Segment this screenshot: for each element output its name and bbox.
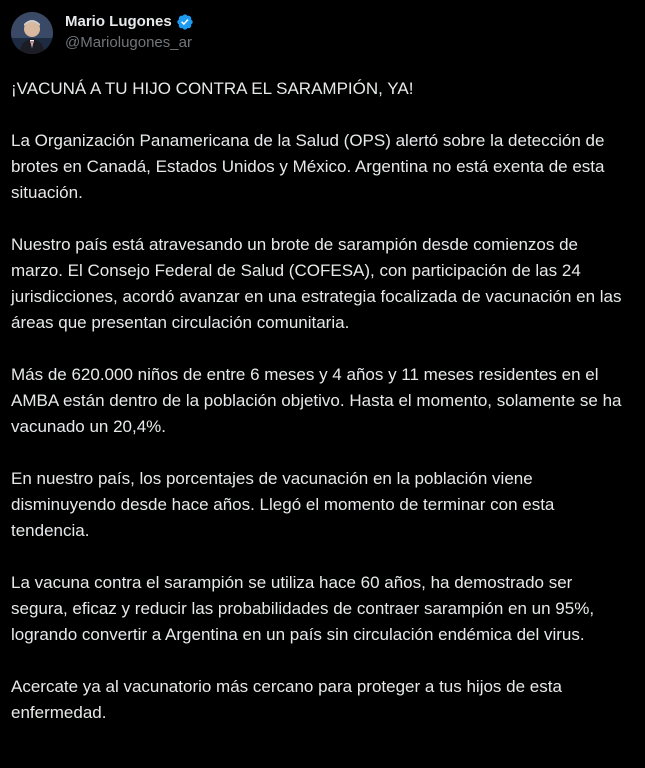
avatar[interactable] [11,12,53,54]
post-body [11,76,629,726]
post-paragraph: La Organización Panamericana de la Salud (OPS) alertó sobre la detección de brotes en Canadá, Estados Unidos y México. Argentina no está exenta de esta situación. [11,131,605,202]
author-handle[interactable]: @Mariolugones_ar [65,34,192,51]
author-name[interactable]: Mario Lugones [65,13,172,30]
post-paragraph: Más de 620.000 niños de entre 6 meses y 4 años y 11 meses residentes en el AMBA están dentro de la población objetivo. Hasta el momento, solamente se ha vacunado un 20,4%. [11,365,622,436]
person-avatar-icon [11,12,53,54]
post-paragraph: En nuestro país, los porcentajes de vacunación en la población viene disminuyendo desde hace años. Llegó el momento de terminar con esta tendencia. [11,469,555,540]
post-paragraph: Acercate ya al vacunatorio más cercano para proteger a tus hijos de esta enfermedad. [11,677,562,722]
post-paragraph: ¡VACUNÁ A TU HIJO CONTRA EL SARAMPIÓN, YA! [11,79,414,98]
post-paragraph: La vacuna contra el sarampión se utiliza hace 60 años, ha demostrado ser segura, eficaz y reducir las probabilidades de contraer sarampión en un 95%, logrando convertir a Argentina en un país sin circulación endémica del virus. [11,573,595,644]
post-paragraph: Nuestro país está atravesando un brote de sarampión desde comienzos de marzo. El Consejo Federal de Salud (COFESA), con participación de las 24 jurisdicciones, acordó avanzar en una estrategia focalizada de vacunación en las áreas que presentan circulación comunitaria. [11,235,622,332]
author-block [65,12,194,53]
verified-badge-icon [176,13,194,31]
name-row [65,12,194,32]
post-header [11,10,629,60]
